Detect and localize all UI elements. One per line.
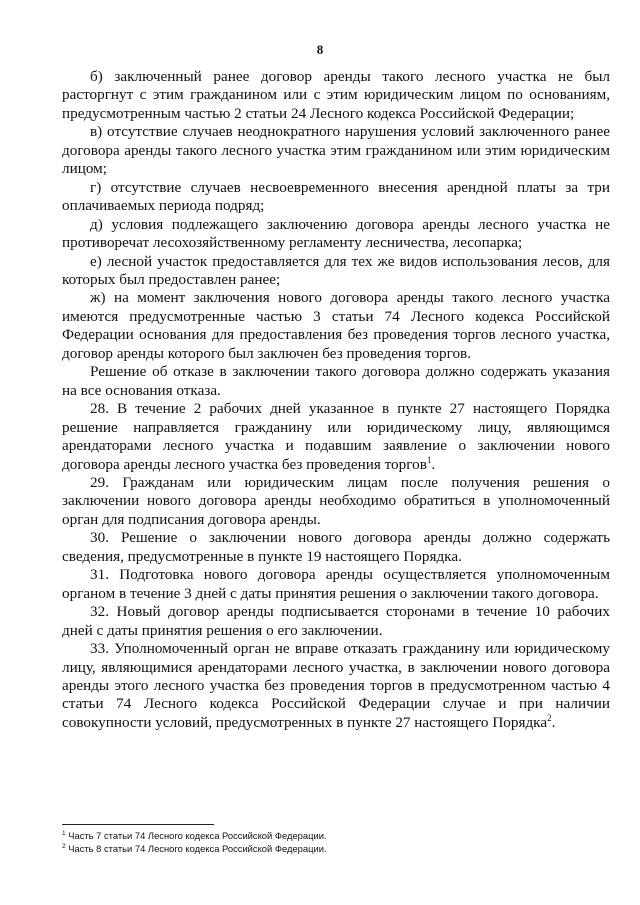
paragraph-text: г) отсутствие случаев несвоевременного внесения арендной платы за три оплачиваемых периода подряд; bbox=[62, 178, 610, 215]
footnote-2 bbox=[62, 842, 610, 855]
paragraph-text: 30. Решение о заключении нового договора аренды должно содержать сведения, предусмотренные в пункте 19 настоящего Порядка. bbox=[62, 529, 610, 565]
paragraph-text: 33. Уполномоченный орган не вправе отказать гражданину или юридическому лицу, являющимися арендаторами лесного участка, в заключении нового договора аренды этого лесного участка без проведения торгов в предусмотренном частью 4 статьи 74 Лесного кодекса Российской Федерации случае и при наличии совокупности условий, предусмотренных в пункте 27 настоящего Порядка bbox=[62, 640, 610, 731]
footnote-mark: 2 bbox=[62, 842, 66, 850]
paragraph-tail: . bbox=[551, 713, 556, 731]
paragraph-text: в) отсутствие случаев неоднократного нарушения условий заключенного ранее договора аренды такого лесного участка этим гражданином или этим юридическим лицом; bbox=[62, 123, 610, 178]
footnotes bbox=[62, 829, 610, 855]
paragraph-text: б) заключенный ранее договор аренды такого лесного участка не был расторгнут с этим гражданином или с этим юридическим лицом по основаниям, предусмотренным частью 2 статьи 24 Лесного кодекса Российской Федерации; bbox=[62, 68, 610, 122]
paragraph-29 bbox=[62, 474, 610, 529]
paragraph-d bbox=[62, 216, 610, 253]
paragraph-e bbox=[62, 253, 610, 290]
paragraph-30 bbox=[62, 529, 610, 566]
paragraph-31 bbox=[62, 566, 610, 603]
footnote-text: Часть 8 статьи 74 Лесного кодекса Российской Федерации. bbox=[68, 843, 327, 854]
paragraph-text: е) лесной участок предоставляется для тех же видов использования лесов, для которых был предоставлен ранее; bbox=[62, 252, 610, 288]
page-number: 8 bbox=[316, 42, 324, 57]
footnote-divider bbox=[62, 824, 214, 825]
paragraph-tail: . bbox=[431, 455, 436, 473]
paragraph-28 bbox=[62, 400, 610, 474]
paragraph-text: Решение об отказе в заключении такого договора должно содержать указания на все основания отказа. bbox=[62, 363, 610, 399]
paragraph-g bbox=[62, 179, 610, 216]
footnote-ref-1[interactable]: 1 bbox=[426, 454, 432, 465]
document-body bbox=[62, 68, 610, 732]
paragraph-33 bbox=[62, 640, 610, 732]
paragraph-b bbox=[62, 68, 610, 123]
paragraph-32 bbox=[62, 603, 610, 640]
paragraph-text: д) условия подлежащего заключению договора аренды лесного участка не противоречат лесохозяйственному регламенту лесничества, лесопарка; bbox=[62, 215, 610, 252]
footnote-1 bbox=[62, 829, 610, 842]
footnote-ref-2[interactable]: 2 bbox=[547, 712, 552, 723]
paragraph-text: ж) на момент заключения нового договора аренды такого лесного участка имеются предусмотренные частью 3 статьи 74 Лесного кодекса Российской Федерации основания для предоставления без проведения торгов лесного участка, договор аренды которого был заключен без проведения торгов. bbox=[62, 289, 610, 362]
footnote-mark: 1 bbox=[62, 829, 66, 837]
paragraph-text: 32. Новый договор аренды подписывается сторонами в течение 10 рабочих дней с даты принятия решения о его заключении. bbox=[62, 603, 610, 639]
paragraph-zh bbox=[62, 289, 610, 363]
footnote-text: Часть 7 статьи 74 Лесного кодекса Российской Федерации. bbox=[68, 830, 327, 841]
paragraph-refusal bbox=[62, 363, 610, 400]
paragraph-text: 28. В течение 2 рабочих дней указанное в пункте 27 настоящего Порядка решение направляется гражданину или юридическому лицу, являющимся арендаторами лесного участка и подавшим заявление о заключении нового договора аренды лесного участка без проведения торгов bbox=[62, 400, 610, 473]
paragraph-text: 29. Гражданам или юридическим лицам после получения решения о заключении нового договора аренды необходимо обратиться в уполномоченный орган для подписания договора аренды. bbox=[62, 473, 610, 528]
paragraph-v bbox=[62, 123, 610, 178]
paragraph-text: 31. Подготовка нового договора аренды осуществляется уполномоченным органом в течение 3 дней с даты принятия решения о заключении такого договора. bbox=[62, 566, 610, 602]
